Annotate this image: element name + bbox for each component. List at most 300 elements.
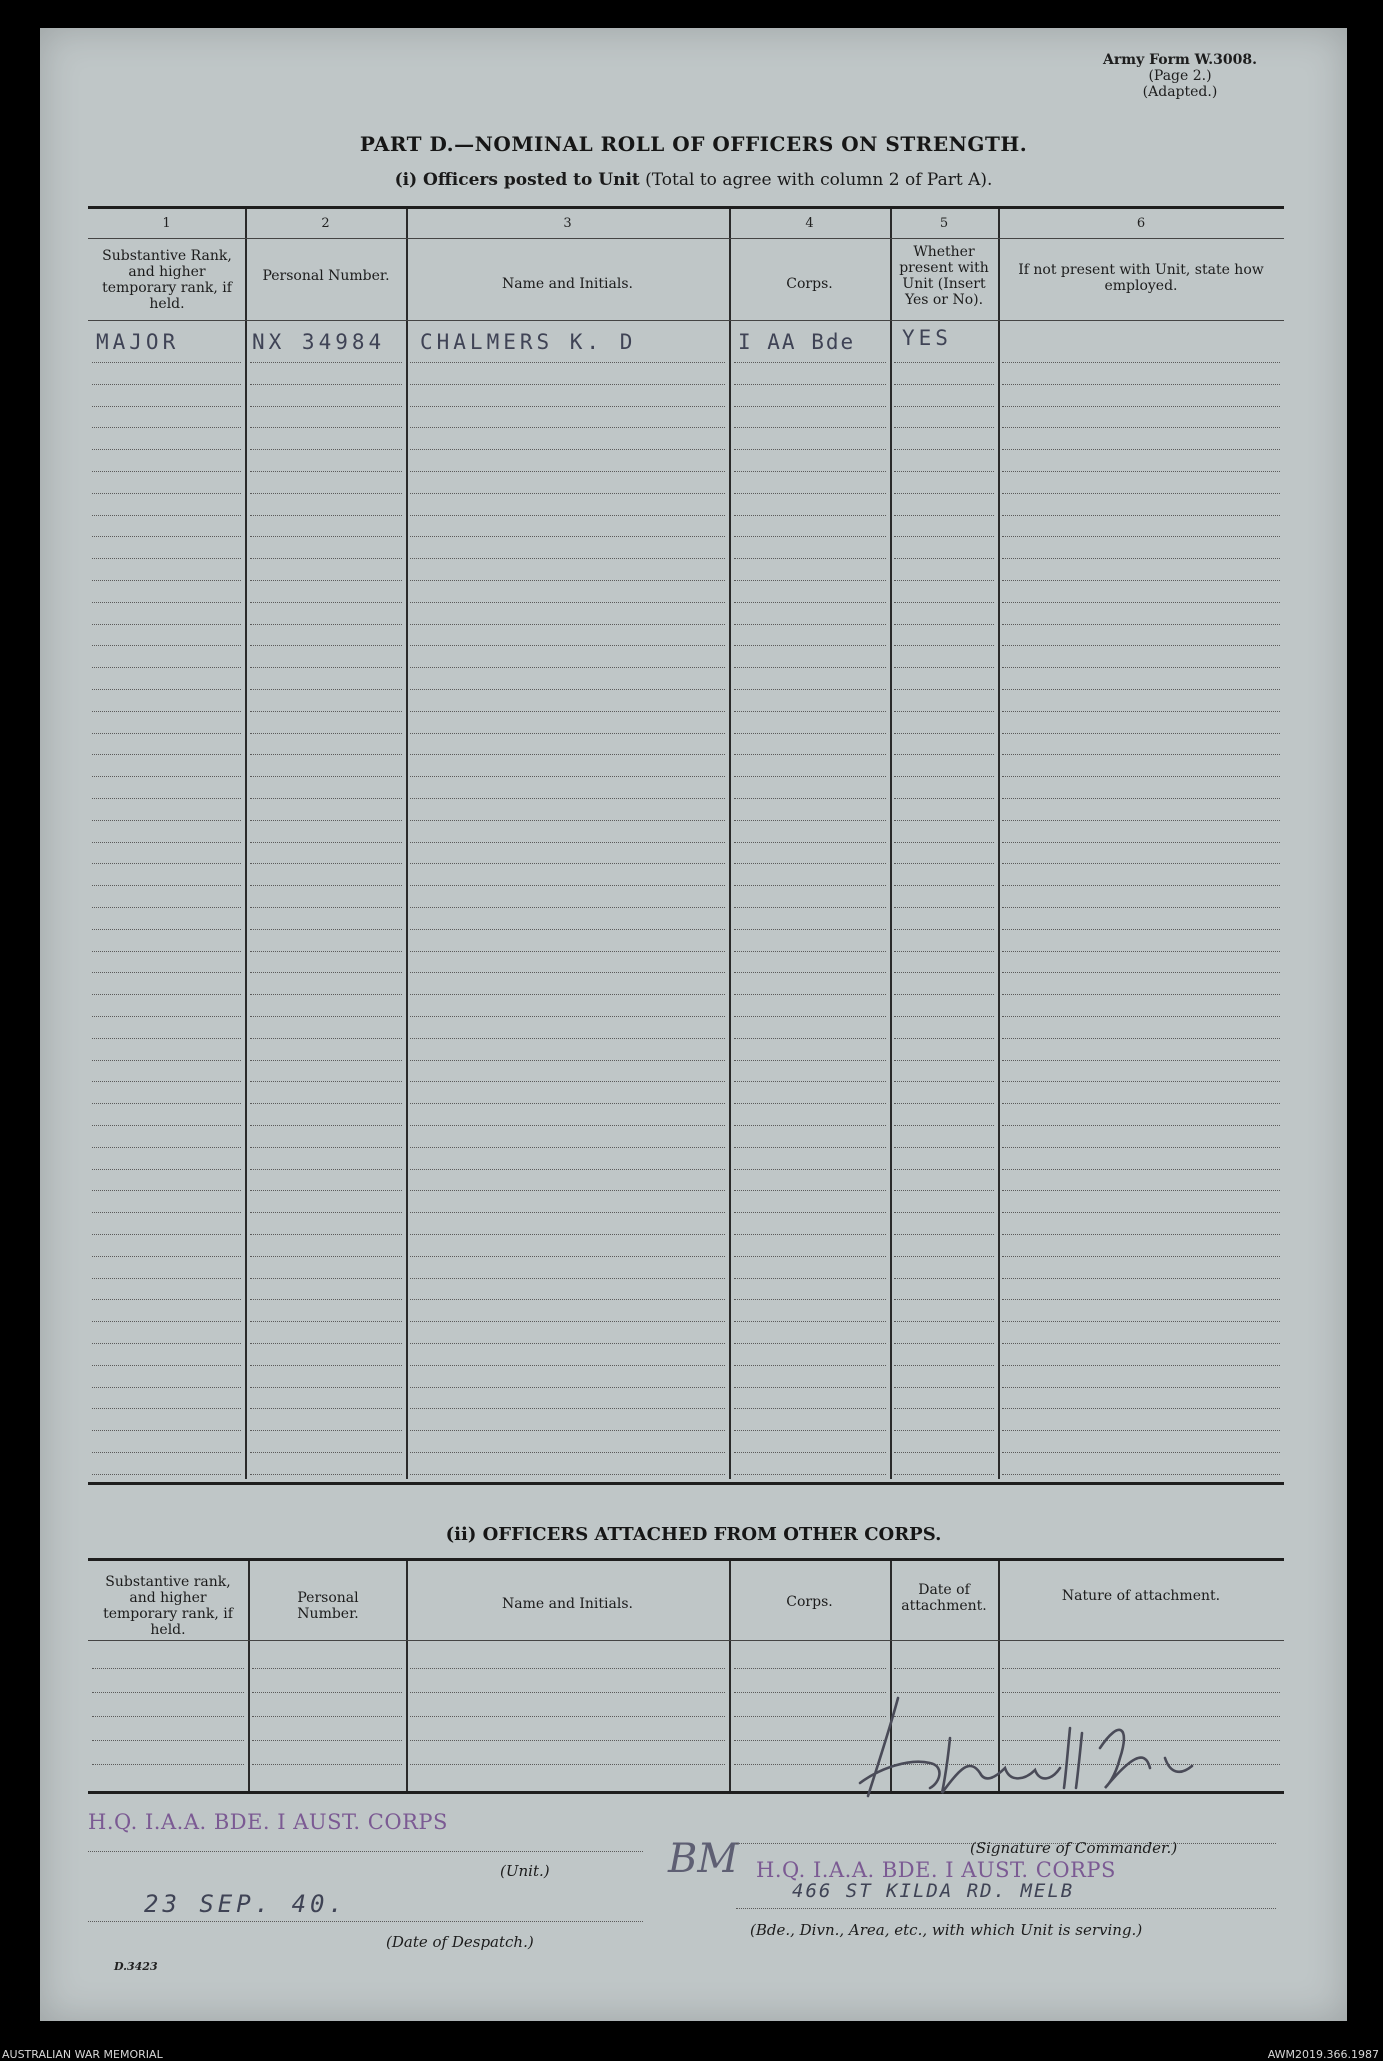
table1-row-line [734,536,886,537]
table1-row-line [410,645,725,646]
table1-row-line [92,1387,241,1388]
table1-row-line [734,1234,886,1235]
table1-row-line [1002,1299,1280,1300]
form-sheet [40,28,1347,2021]
table1-row-line [92,645,241,646]
table1-row-line [1002,515,1280,516]
table1-row-line [894,1365,994,1366]
table1-row-line [250,951,402,952]
table1-row-line [250,1256,402,1257]
table1-row-line [1002,1278,1280,1279]
table1-row-line [1002,1234,1280,1235]
table2-row-line [410,1740,725,1741]
table1-row-line [250,1060,402,1061]
table1-row-line [894,1234,994,1235]
table2-row-line [92,1692,244,1693]
header-present: Whether present with Unit (Insert Yes or No). [899,244,989,308]
table1-row-line [894,1125,994,1126]
table1-row-line [250,406,402,407]
table1-row-line [1002,689,1280,690]
table1-row-line [250,645,402,646]
table1-row-line [92,449,241,450]
table1-row-line [410,1038,725,1039]
table1-row-line [92,515,241,516]
table1-row-line [250,1038,402,1039]
table1-row-line [1002,1016,1280,1017]
table1-row-line [410,384,725,385]
table1-row-line [410,624,725,625]
table1-row-line [250,972,402,973]
table1-row-line [894,907,994,908]
table1-row-line [894,842,994,843]
table1-row-line [92,1474,241,1475]
table1-row-line [734,820,886,821]
table1-row-line [1002,558,1280,559]
col-number-5: 5 [939,216,949,231]
table1-row-line [1002,1387,1280,1388]
table1-row-line [734,1474,886,1475]
table1-row-line [250,1190,402,1191]
table1-row-line [894,1452,994,1453]
table1-row-line [734,624,886,625]
bde-stamp: H.Q. I.A.A. BDE. I AUST. CORPS [756,1858,1116,1882]
table2-row-line [252,1740,402,1741]
table1-row-line [92,1452,241,1453]
t2-header-nature: Nature of attachment. [1061,1588,1221,1604]
table1-row-line [1002,406,1280,407]
table1-row-line [250,1343,402,1344]
table1-row-line [1002,929,1280,930]
table1-row-line [92,733,241,734]
table1-row-line [92,1408,241,1409]
entry-corps: I AA Bde [738,330,856,354]
table1-row-line [410,907,725,908]
table1-col-divider [406,209,408,1479]
table1-row-line [250,471,402,472]
table1-row-line [734,1452,886,1453]
table1-row-line [92,1125,241,1126]
table1-row-line [894,558,994,559]
commander-signature [820,1688,1260,1808]
table1-row-line [734,449,886,450]
table1-row-line [734,1038,886,1039]
table1-row-line [250,449,402,450]
col-number-1: 1 [162,216,171,231]
table1-row-line [734,1387,886,1388]
table1-row-line [250,1169,402,1170]
table1-row-line [894,1190,994,1191]
table1-row-line [250,1387,402,1388]
table1-row-line [410,1343,725,1344]
table1-row-line [1002,1430,1280,1431]
table1-row-line [250,1408,402,1409]
table1-row-line [1002,1169,1280,1170]
table1-row-line [894,1299,994,1300]
table1-col-divider [890,209,892,1479]
table1-row-line [250,384,402,385]
table1-row-line [894,536,994,537]
table1-row-line [894,1474,994,1475]
table1-row-line [410,798,725,799]
table1-top-rule [88,206,1284,209]
table1-row-line [1002,820,1280,821]
table1-row-line [92,602,241,603]
table1-row-line [410,733,725,734]
header-bottom-rule [88,320,1284,321]
table1-row-line [92,1103,241,1104]
table1-row-line [1002,972,1280,973]
part-d-ii-title: (ii) OFFICERS ATTACHED FROM OTHER CORPS. [445,1524,942,1545]
table1-row-line [1002,1474,1280,1475]
table1-row-line [1002,798,1280,799]
t2-header-corps: Corps. [786,1594,833,1610]
table1-row-line [734,1190,886,1191]
table2-row-line [410,1692,725,1693]
table1-row-line [250,820,402,821]
table1-row-line [894,362,994,363]
table1-row-line [734,645,886,646]
table2-row-line [1002,1668,1280,1669]
table1-row-line [92,667,241,668]
table1-row-line [250,907,402,908]
table1-row-line [410,667,725,668]
table1-row-line [250,602,402,603]
table1-row-line [410,1299,725,1300]
table1-row-line [92,1256,241,1257]
table1-row-line [250,1234,402,1235]
table1-row-line [734,1408,886,1409]
table1-row-line [1002,1060,1280,1061]
table1-row-line [734,1103,886,1104]
table1-row-line [92,1299,241,1300]
table1-row-line [734,1125,886,1126]
table1-row-line [410,1103,725,1104]
table1-row-line [894,994,994,995]
table1-row-line [734,1212,886,1213]
table1-row-line [1002,580,1280,581]
table1-row-line [92,689,241,690]
col-number-4: 4 [805,216,814,231]
table1-row-line [734,1016,886,1017]
table1-row-line [250,1474,402,1475]
table1-row-line [1002,885,1280,886]
entry-present: YES [902,326,952,350]
table1-row-line [894,733,994,734]
col-number-3: 3 [563,216,572,231]
print-code: D.3423 [114,1960,158,1973]
table1-row-line [734,972,886,973]
table1-row-line [894,972,994,973]
despatch-label: (Date of Despatch.) [386,1933,534,1951]
table1-row-line [734,1256,886,1257]
table1-row-line [92,406,241,407]
table1-row-line [92,1212,241,1213]
table1-row-line [410,1190,725,1191]
table1-row-line [250,493,402,494]
table1-row-line [1002,471,1280,472]
table1-row-line [410,536,725,537]
table1-row-line [410,427,725,428]
table1-row-line [410,711,725,712]
table1-row-line [410,951,725,952]
table1-row-line [410,1169,725,1170]
table1-row-line [92,863,241,864]
table2-row-line [252,1764,402,1765]
entry-name: CHALMERS K. D [420,330,637,354]
table1-row-line [410,929,725,930]
table1-row-line [1002,1321,1280,1322]
part-d-subtitle [40,170,1347,190]
table1-row-line [92,711,241,712]
table1-row-line [410,754,725,755]
table1-row-line [734,929,886,930]
header-corps: Corps. [786,276,833,292]
table1-row-line [894,798,994,799]
table1-row-line [894,1343,994,1344]
table1-row-line [250,1365,402,1366]
table2-row-line [92,1716,244,1717]
table1-row-line [1002,1103,1280,1104]
form-number: Army Form W.3008. [1103,52,1257,68]
table1-row-line [410,1365,725,1366]
table1-row-line [410,1474,725,1475]
table2-row-line [252,1668,402,1669]
bde-address: 466 ST KILDA RD. MELB [792,1880,1075,1902]
table1-row-line [250,1321,402,1322]
table1-row-line [894,1212,994,1213]
table1-row-line [92,951,241,952]
table1-row-line [894,406,994,407]
table1-row-line [894,449,994,450]
table1-row-line [250,994,402,995]
table1-row-line [92,820,241,821]
table1-row-line [92,536,241,537]
table2-row-line [410,1764,725,1765]
table1-row-line [1002,907,1280,908]
table1-row-line [894,1321,994,1322]
table1-row-line [1002,667,1280,668]
table1-row-line [250,1299,402,1300]
col-number-rule [88,238,1284,239]
table1-row-line [894,645,994,646]
table1-row-line [1002,602,1280,603]
table1-row-line [1002,863,1280,864]
table1-row-line [1002,776,1280,777]
t2-header-rank: Substantive rank, and higher temporary rank, if held. [103,1574,233,1638]
table1-row-line [894,863,994,864]
table1-row-line [894,1430,994,1431]
table2-row-line [252,1716,402,1717]
table1-row-line [92,754,241,755]
table2-col-divider [248,1561,250,1791]
table1-row-line [894,754,994,755]
table1-row-line [734,1343,886,1344]
table1-row-line [734,580,886,581]
table2-row-line [92,1764,244,1765]
table1-row-line [250,1103,402,1104]
table1-row-line [734,471,886,472]
form-page: (Page 2.) [1148,68,1212,84]
despatch-date: 23 SEP. 40. [144,1890,347,1918]
table1-row-line [92,1365,241,1366]
table1-row-line [1002,645,1280,646]
header-rank: Substantive Rank, and higher temporary rank, if held. [102,248,232,312]
table1-row-line [894,1081,994,1082]
table1-row-line [734,798,886,799]
table1-row-line [410,885,725,886]
footer-right: AWM2019.366.1987 [1267,2048,1379,2061]
table1-row-line [92,776,241,777]
table1-row-line [250,580,402,581]
table1-row-line [894,427,994,428]
table1-row-line [894,689,994,690]
table1-row-line [894,1256,994,1257]
table1-row-line [250,929,402,930]
unit-stamp: H.Q. I.A.A. BDE. I AUST. CORPS [88,1810,448,1834]
table1-row-line [734,667,886,668]
table1-row-line [250,1125,402,1126]
table1-row-line [734,1430,886,1431]
header-personal-number: Personal Number. [262,268,390,284]
table2-top-rule [88,1558,1284,1561]
table1-row-line [1002,842,1280,843]
table1-row-line [1002,1125,1280,1126]
table1-row-line [92,994,241,995]
table1-row-line [734,1169,886,1170]
table1-row-line [92,1321,241,1322]
table1-row-line [894,384,994,385]
table1-row-line [410,1321,725,1322]
unit-line [88,1851,643,1852]
form-adapted: (Adapted.) [1142,84,1218,100]
t2-header-date: Date of attachment. [901,1582,987,1614]
entry-personal-number: NX 34984 [252,330,386,354]
table1-row-line [410,493,725,494]
table1-row-line [734,558,886,559]
table1-row-line [92,558,241,559]
table1-row-line [250,776,402,777]
table1-row-line [734,602,886,603]
table1-row-line [1002,1038,1280,1039]
table1-row-line [410,820,725,821]
table1-row-line [92,1234,241,1235]
table1-row-line [734,1299,886,1300]
bde-label: (Bde., Divn., Area, etc., with which Unit is serving.) [750,1921,1143,1939]
table1-row-line [92,493,241,494]
part-d-title: PART D.—NOMINAL ROLL OF OFFICERS ON STRENGTH. [359,132,1028,156]
table1-row-line [410,863,725,864]
table1-row-line [734,863,886,864]
table1-row-line [734,885,886,886]
table1-row-line [250,1452,402,1453]
table1-row-line [734,362,886,363]
table1-row-line [734,1060,886,1061]
table1-row-line [1002,733,1280,734]
table1-row-line [410,842,725,843]
table1-row-line [250,885,402,886]
table2-row-line [410,1716,725,1717]
table1-row-line [250,754,402,755]
table1-row-line [1002,362,1280,363]
table1-row-line [92,1016,241,1017]
unit-label: (Unit.) [500,1862,550,1880]
table1-row-line [894,929,994,930]
table1-row-line [894,602,994,603]
table1-row-line [1002,536,1280,537]
header-employed: If not present with Unit, state how employed. [1018,262,1264,294]
form-identifier [1070,52,1290,100]
table1-col-divider [998,209,1000,1479]
table1-row-line [734,776,886,777]
part-d-subtitle-rest: (Total to agree with column 2 of Part A). [645,170,993,190]
table1-row-line [1002,493,1280,494]
table1-row-line [1002,1343,1280,1344]
table1-row-line [250,624,402,625]
table1-row-line [410,449,725,450]
table1-row-line [1002,1365,1280,1366]
table1-row-line [92,1430,241,1431]
table1-row-line [734,515,886,516]
table1-row-line [410,406,725,407]
table1-row-line [734,1081,886,1082]
table2-row-line [894,1668,994,1669]
table1-row-line [410,558,725,559]
table1-row-line [92,1278,241,1279]
table1-row-line [92,907,241,908]
table1-row-line [410,1016,725,1017]
table2-row-line [92,1740,244,1741]
table1-row-line [410,1452,725,1453]
table1-row-line [894,624,994,625]
table1-row-line [1002,1212,1280,1213]
table1-row-line [250,1081,402,1082]
table1-row-line [410,362,725,363]
table1-row-line [734,1278,886,1279]
table1-row-line [410,1147,725,1148]
table1-row-line [734,711,886,712]
table1-row-line [1002,624,1280,625]
table1-row-line [894,667,994,668]
table1-row-line [1002,1147,1280,1148]
table1-col-divider [729,209,731,1479]
table1-row-line [734,1147,886,1148]
table1-col-divider [245,209,247,1479]
table1-row-line [250,1278,402,1279]
table1-row-line [894,1278,994,1279]
table1-row-line [410,972,725,973]
table1-row-line [734,733,886,734]
table1-row-line [250,427,402,428]
table1-row-line [894,1016,994,1017]
table1-row-line [894,1147,994,1148]
table1-row-line [734,907,886,908]
table1-row-line [410,1387,725,1388]
table1-row-line [734,406,886,407]
table1-row-line [250,362,402,363]
table1-row-line [1002,1408,1280,1409]
table1-row-line [1002,449,1280,450]
table1-row-line [894,776,994,777]
table1-row-line [894,1169,994,1170]
col-number-2: 2 [321,216,330,231]
table1-row-line [92,798,241,799]
table1-row-line [92,471,241,472]
despatch-line [88,1921,643,1922]
table1-row-line [250,863,402,864]
table1-row-line [894,515,994,516]
table1-row-line [734,754,886,755]
table1-row-line [734,427,886,428]
